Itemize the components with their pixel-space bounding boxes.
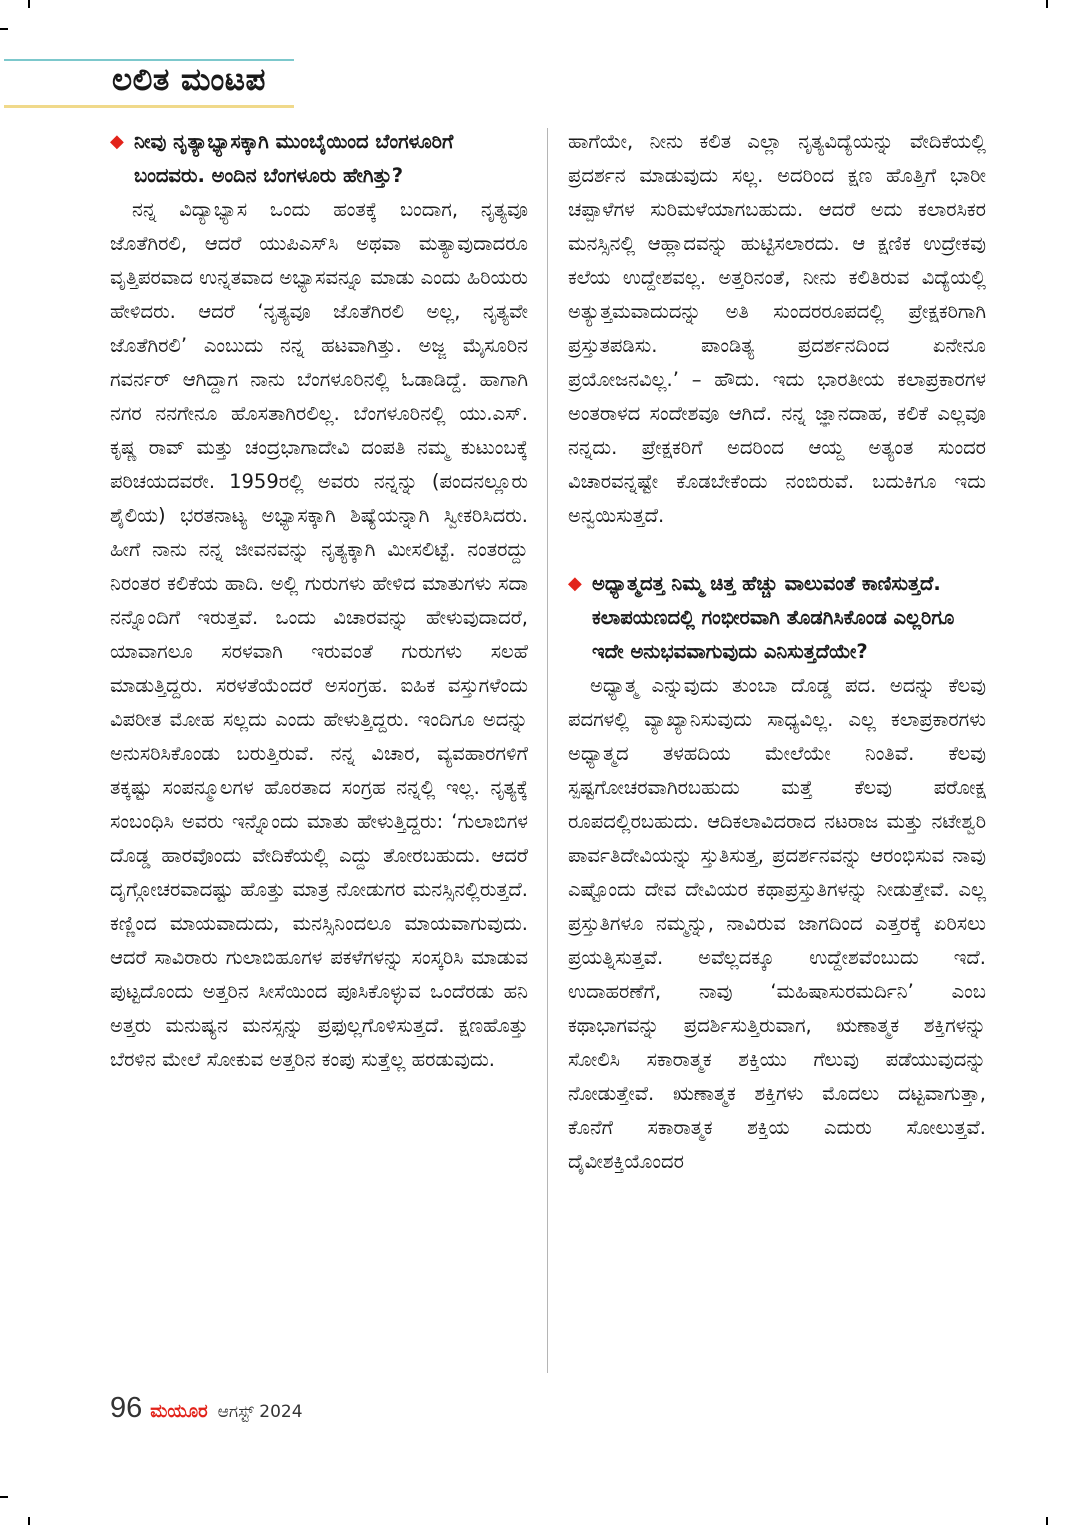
question-1 (110, 125, 528, 193)
issue-date: ಆಗಸ್ಟ್ 2024 (217, 1402, 303, 1422)
paragraph-gap (568, 533, 986, 567)
magazine-logo: ಮಯೂರ (150, 1401, 208, 1422)
answer-1-text: ನನ್ನ ವಿದ್ಯಾಭ್ಯಾಸ ಒಂದು ಹಂತಕ್ಕೆ ಬಂದಾಗ, ನೃತ್ಯವೂ ಜೊತೆಗಿರಲಿ, ಆದರೆ ಯುಪಿಎಸ್‌ಸಿ ಅಥವಾ ಮತ್ಯಾವುದಾದರೂ ವೃತ್ತಿಪರವಾದ ಉನ್ನತವಾದ ಅಭ್ಯಾಸವನ್ನೂ ಮಾಡು ಎಂದು ಹಿರಿಯರು ಹೇಳಿದರು. ಆದರೆ ‘ನೃತ್ಯವೂ ಜೊತೆಗಿರಲಿ ಅಲ್ಲ, ನೃತ್ಯವೇ ಜೊತೆಗಿರಲಿ’ ಎಂಬುದು ನನ್ನ ಹಟವಾಗಿತ್ತು. ಅಜ್ಜ ಮೈಸೂರಿನ ಗವರ್ನರ್ ಆಗಿದ್ದಾಗ ನಾನು ಬೆಂಗಳೂರಿನಲ್ಲಿ ಓಡಾಡಿದ್ದೆ. ಹಾಗಾಗಿ ನಗರ ನನಗೇನೂ ಹೊಸತಾಗಿರಲಿಲ್ಲ. ಬೆಂಗಳೂರಿನಲ್ಲಿ ಯು.ಎಸ್. ಕೃಷ್ಣ ರಾವ್ ಮತ್ತು ಚಂದ್ರಭಾಗಾದೇವಿ ದಂಪತಿ ನಮ್ಮ ಕುಟುಂಬಕ್ಕೆ ಪರಿಚಯದವರೇ. 1959ರಲ್ಲಿ ಅವರು ನನ್ನನ್ನು (ಪಂದನಲ್ಲೂರು ಶೈಲಿಯ) ಭರತನಾಟ್ಯ ಅಭ್ಯಾಸಕ್ಕಾಗಿ ಶಿಷ್ಯೆಯನ್ನಾಗಿ ಸ್ವೀಕರಿಸಿದರು. ಹೀಗೆ ನಾನು ನನ್ನ ಜೀವನವನ್ನು ನೃತ್ಯಕ್ಕಾಗಿ ಮೀಸಲಿಟ್ಟೆ. ನಂತರದ್ದು ನಿರಂತರ ಕಲಿಕೆಯ ಹಾದಿ. ಅಲ್ಲಿ ಗುರುಗಳು ಹೇಳಿದ ಮಾತುಗಳು ಸದಾ ನನ್ನೊಂದಿಗೆ ಇರುತ್ತವೆ. ಒಂದು ವಿಚಾರವನ್ನು ಹೇಳುವುದಾದರೆ, ಯಾವಾಗಲೂ ಸರಳವಾಗಿ ಇರುವಂತೆ ಗುರುಗಳು ಸಲಹೆ ಮಾಡುತ್ತಿದ್ದರು. ಸರಳತೆಯೆಂದರೆ ಅಸಂಗ್ರಹ. ಐಹಿಕ ವಸ್ತುಗಳೆಂದು ವಿಪರೀತ ಮೋಹ ಸಲ್ಲದು ಎಂದು ಹೇಳುತ್ತಿದ್ದರು. ಇಂದಿಗೂ ಅದನ್ನು ಅನುಸರಿಸಿಕೊಂಡು ಬರುತ್ತಿರುವೆ. ನನ್ನ ವಿಚಾರ, ವ್ಯವಹಾರಗಳಿಗೆ ತಕ್ಕಷ್ಟು ಸಂಪನ್ಮೂಲಗಳ ಹೊರತಾದ ಸಂಗ್ರಹ ನನ್ನಲ್ಲಿ ಇಲ್ಲ. ನೃತ್ಯಕ್ಕೆ ಸಂಬಂಧಿಸಿ ಅವರು ಇನ್ನೊಂದು ಮಾತು ಹೇಳುತ್ತಿದ್ದರು: ‘ಗುಲಾಬಿಗಳ ದೊಡ್ಡ ಹಾರವೊಂದು ವೇದಿಕೆಯಲ್ಲಿ ಎದ್ದು ತೋರಬಹುದು. ಆದರೆ ದೃಗ್ಗೋಚರವಾದಷ್ಟು ಹೊತ್ತು ಮಾತ್ರ ನೋಡುಗರ ಮನಸ್ಸಿನಲ್ಲಿರುತ್ತದೆ. ಕಣ್ಣಿಂದ ಮಾಯವಾದುದು, ಮನಸ್ಸಿನಿಂದಲೂ ಮಾಯವಾಗುವುದು. ಆದರೆ ಸಾವಿರಾರು ಗುಲಾಬಿಹೂಗಳ ಪಕಳೆಗಳನ್ನು ಸಂಸ್ಕರಿಸಿ ಮಾಡುವ ಪುಟ್ಟದೊಂದು ಅತ್ತರಿನ ಸೀಸೆಯಿಂದ ಪೂಸಿಕೊಳ್ಳುವ ಒಂದೆರಡು ಹನಿ ಅತ್ತರು ಮನುಷ್ಯನ ಮನಸ್ಸನ್ನು ಪ್ರಫುಲ್ಲಗೊಳಿಸುತ್ತದೆ. ಕ್ಷಣಹೊತ್ತು ಬೆರಳಿನ ಮೇಲೆ ಸೋಕುವ ಅತ್ತರಿನ ಕಂಪು ಸುತ್ತೆಲ್ಲ ಹರಡುವುದು. (110, 198, 528, 1071)
answer-2-text: ಅಧ್ಯಾತ್ಮ ಎನ್ನುವುದು ತುಂಬಾ ದೊಡ್ಡ ಪದ. ಅದನ್ನು ಕೆಲವು ಪದಗಳಲ್ಲಿ ವ್ಯಾಖ್ಯಾನಿಸುವುದು ಸಾಧ್ಯವಿಲ್ಲ. ಎಲ್ಲ ಕಲಾಪ್ರಕಾರಗಳು ಅಧ್ಯಾತ್ಮದ ತಳಹದಿಯ ಮೇಲೆಯೇ ನಿಂತಿವೆ. ಕೆಲವು ಸ್ಪಷ್ಟಗೋಚರವಾಗಿರಬಹುದು ಮತ್ತೆ ಕೆಲವು ಪರೋಕ್ಷ ರೂಪದಲ್ಲಿರಬಹುದು. ಆದಿಕಲಾವಿದರಾದ ನಟರಾಜ ಮತ್ತು ನಟೇಶ್ವರಿ ಪಾರ್ವತಿದೇವಿಯನ್ನು ಸ್ತುತಿಸುತ್ತ, ಪ್ರದರ್ಶನವನ್ನು ಆರಂಭಿಸುವ ನಾವು ಎಷ್ಟೊಂದು ದೇವ ದೇವಿಯರ ಕಥಾಪ್ರಸ್ತುತಿಗಳನ್ನು ನೀಡುತ್ತೇವೆ. ಎಲ್ಲ ಪ್ರಸ್ತುತಿಗಳೂ ನಮ್ಮನ್ನು, ನಾವಿರುವ ಜಾಗದಿಂದ ಎತ್ತರಕ್ಕೆ ಏರಿಸಲು ಪ್ರಯತ್ನಿಸುತ್ತವೆ. ಅವೆಲ್ಲದಕ್ಕೂ ಉದ್ದೇಶವೆಂಬುದು ಇದೆ. ಉದಾಹರಣೆಗೆ, ನಾವು ‘ಮಹಿಷಾಸುರಮರ್ದಿನಿ’ ಎಂಬ ಕಥಾಭಾಗವನ್ನು ಪ್ರದರ್ಶಿಸುತ್ತಿರುವಾಗ, ಋಣಾತ್ಮಕ ಶಕ್ತಿಗಳನ್ನು ಸೋಲಿಸಿ ಸಕಾರಾತ್ಮಕ ಶಕ್ತಿಯು ಗೆಲುವು ಪಡೆಯುವುದನ್ನು ನೋಡುತ್ತೇವೆ. ಋಣಾತ್ಮಕ ಶಕ್ತಿಗಳು ಮೊದಲು ದಟ್ಟವಾಗುತ್ತಾ, ಕೊನೆಗೆ ಸಕಾರಾತ್ಮಕ ಶಕ್ತಿಯ ಎದುರು ಸೋಲುತ್ತವೆ. ದೈವೀಶಕ್ತಿಯೊಂದರ (568, 674, 986, 1173)
question-2 (568, 567, 986, 669)
left-column (110, 125, 528, 1077)
crop-mark (0, 1496, 8, 1498)
answer-1-continuation: ಹಾಗೆಯೇ, ನೀನು ಕಲಿತ ಎಲ್ಲಾ ನೃತ್ಯವಿದ್ಯೆಯನ್ನು ವೇದಿಕೆಯಲ್ಲಿ ಪ್ರದರ್ಶನ ಮಾಡುವುದು ಸಲ್ಲ. ಅದರಿಂದ ಕ್ಷಣ ಹೊತ್ತಿಗೆ ಭಾರೀ ಚಪ್ಪಾಳೆಗಳ ಸುರಿಮಳೆಯಾಗಬಹುದು. ಆದರೆ ಅದು ಕಲಾರಸಿಕರ ಮನಸ್ಸಿನಲ್ಲಿ ಆಹ್ಲಾದವನ್ನು ಹುಟ್ಟಿಸಲಾರದು. ಆ ಕ್ಷಣಿಕ ಉದ್ರೇಕವು ಕಲೆಯ ಉದ್ದೇಶವಲ್ಲ. ಅತ್ತರಿನಂತೆ, ನೀನು ಕಲಿತಿರುವ ವಿದ್ಯೆಯಲ್ಲಿ ಅತ್ಯುತ್ತಮವಾದುದನ್ನು ಅತಿ ಸುಂದರರೂಪದಲ್ಲಿ ಪ್ರೇಕ್ಷಕರಿಗಾಗಿ ಪ್ರಸ್ತುತಪಡಿಸು. ಪಾಂಡಿತ್ಯ ಪ್ರದರ್ಶನದಿಂದ ಏನೇನೂ ಪ್ರಯೋಜನವಿಲ್ಲ.’ – ಹೌದು. ಇದು ಭಾರತೀಯ ಕಲಾಪ್ರಕಾರಗಳ ಅಂತರಾಳದ ಸಂದೇಶವೂ ಆಗಿದೆ. ನನ್ನ ಜ್ಞಾನದಾಹ, ಕಲಿಕೆ ಎಲ್ಲವೂ ನನ್ನದು. ಪ್ರೇಕ್ಷಕರಿಗೆ ಅದರಿಂದ ಆಯ್ದ ಅತ್ಯಂತ ಸುಂದರ ವಿಚಾರವನ್ನಷ್ಟೇ ಕೊಡಬೇಕೆಂದು ನಂಬಿರುವೆ. ಬದುಕಿಗೂ ಇದು ಅನ್ವಯಿಸುತ್ತದೆ. (568, 130, 986, 527)
header-rule-bottom (4, 105, 294, 108)
question-1-text: ನೀವು ನೃತ್ಯಾಭ್ಯಾಸಕ್ಕಾಗಿ ಮುಂಬೈಯಿಂದ ಬೆಂಗಳೂರಿಗೆ ಬಂದವರು. ಅಂದಿನ ಬೆಂಗಳೂರು ಹೇಗಿತ್ತು? (134, 130, 454, 187)
column-divider (547, 128, 548, 1373)
crop-mark (1046, 1517, 1048, 1525)
crop-mark (28, 0, 30, 8)
crop-mark (0, 28, 8, 30)
diamond-bullet-icon: ◆ (110, 131, 124, 152)
page-number: 96 (110, 1392, 143, 1424)
section-title: ಲಲಿತ ಮಂಟಪ (112, 62, 266, 98)
right-column (568, 125, 986, 1179)
crop-mark (1046, 0, 1048, 8)
crop-mark (28, 1517, 30, 1525)
page-footer (110, 1392, 303, 1432)
header-rule-top (4, 59, 294, 61)
question-2-text: ಅಧ್ಯಾತ್ಮದತ್ತ ನಿಮ್ಮ ಚಿತ್ತ ಹೆಚ್ಚು ವಾಲುವಂತೆ ಕಾಣಿಸುತ್ತದೆ. ಕಲಾಪಯಣದಲ್ಲಿ ಗಂಭೀರವಾಗಿ ತೊಡಗಿಸಿಕೊಂಡ ಎಲ್ಲರಿಗೂ ಇದೇ ಅನುಭವವಾಗುವುದು ಎನಿಸುತ್ತದೆಯೇ? (592, 572, 955, 663)
diamond-bullet-icon: ◆ (568, 573, 582, 594)
